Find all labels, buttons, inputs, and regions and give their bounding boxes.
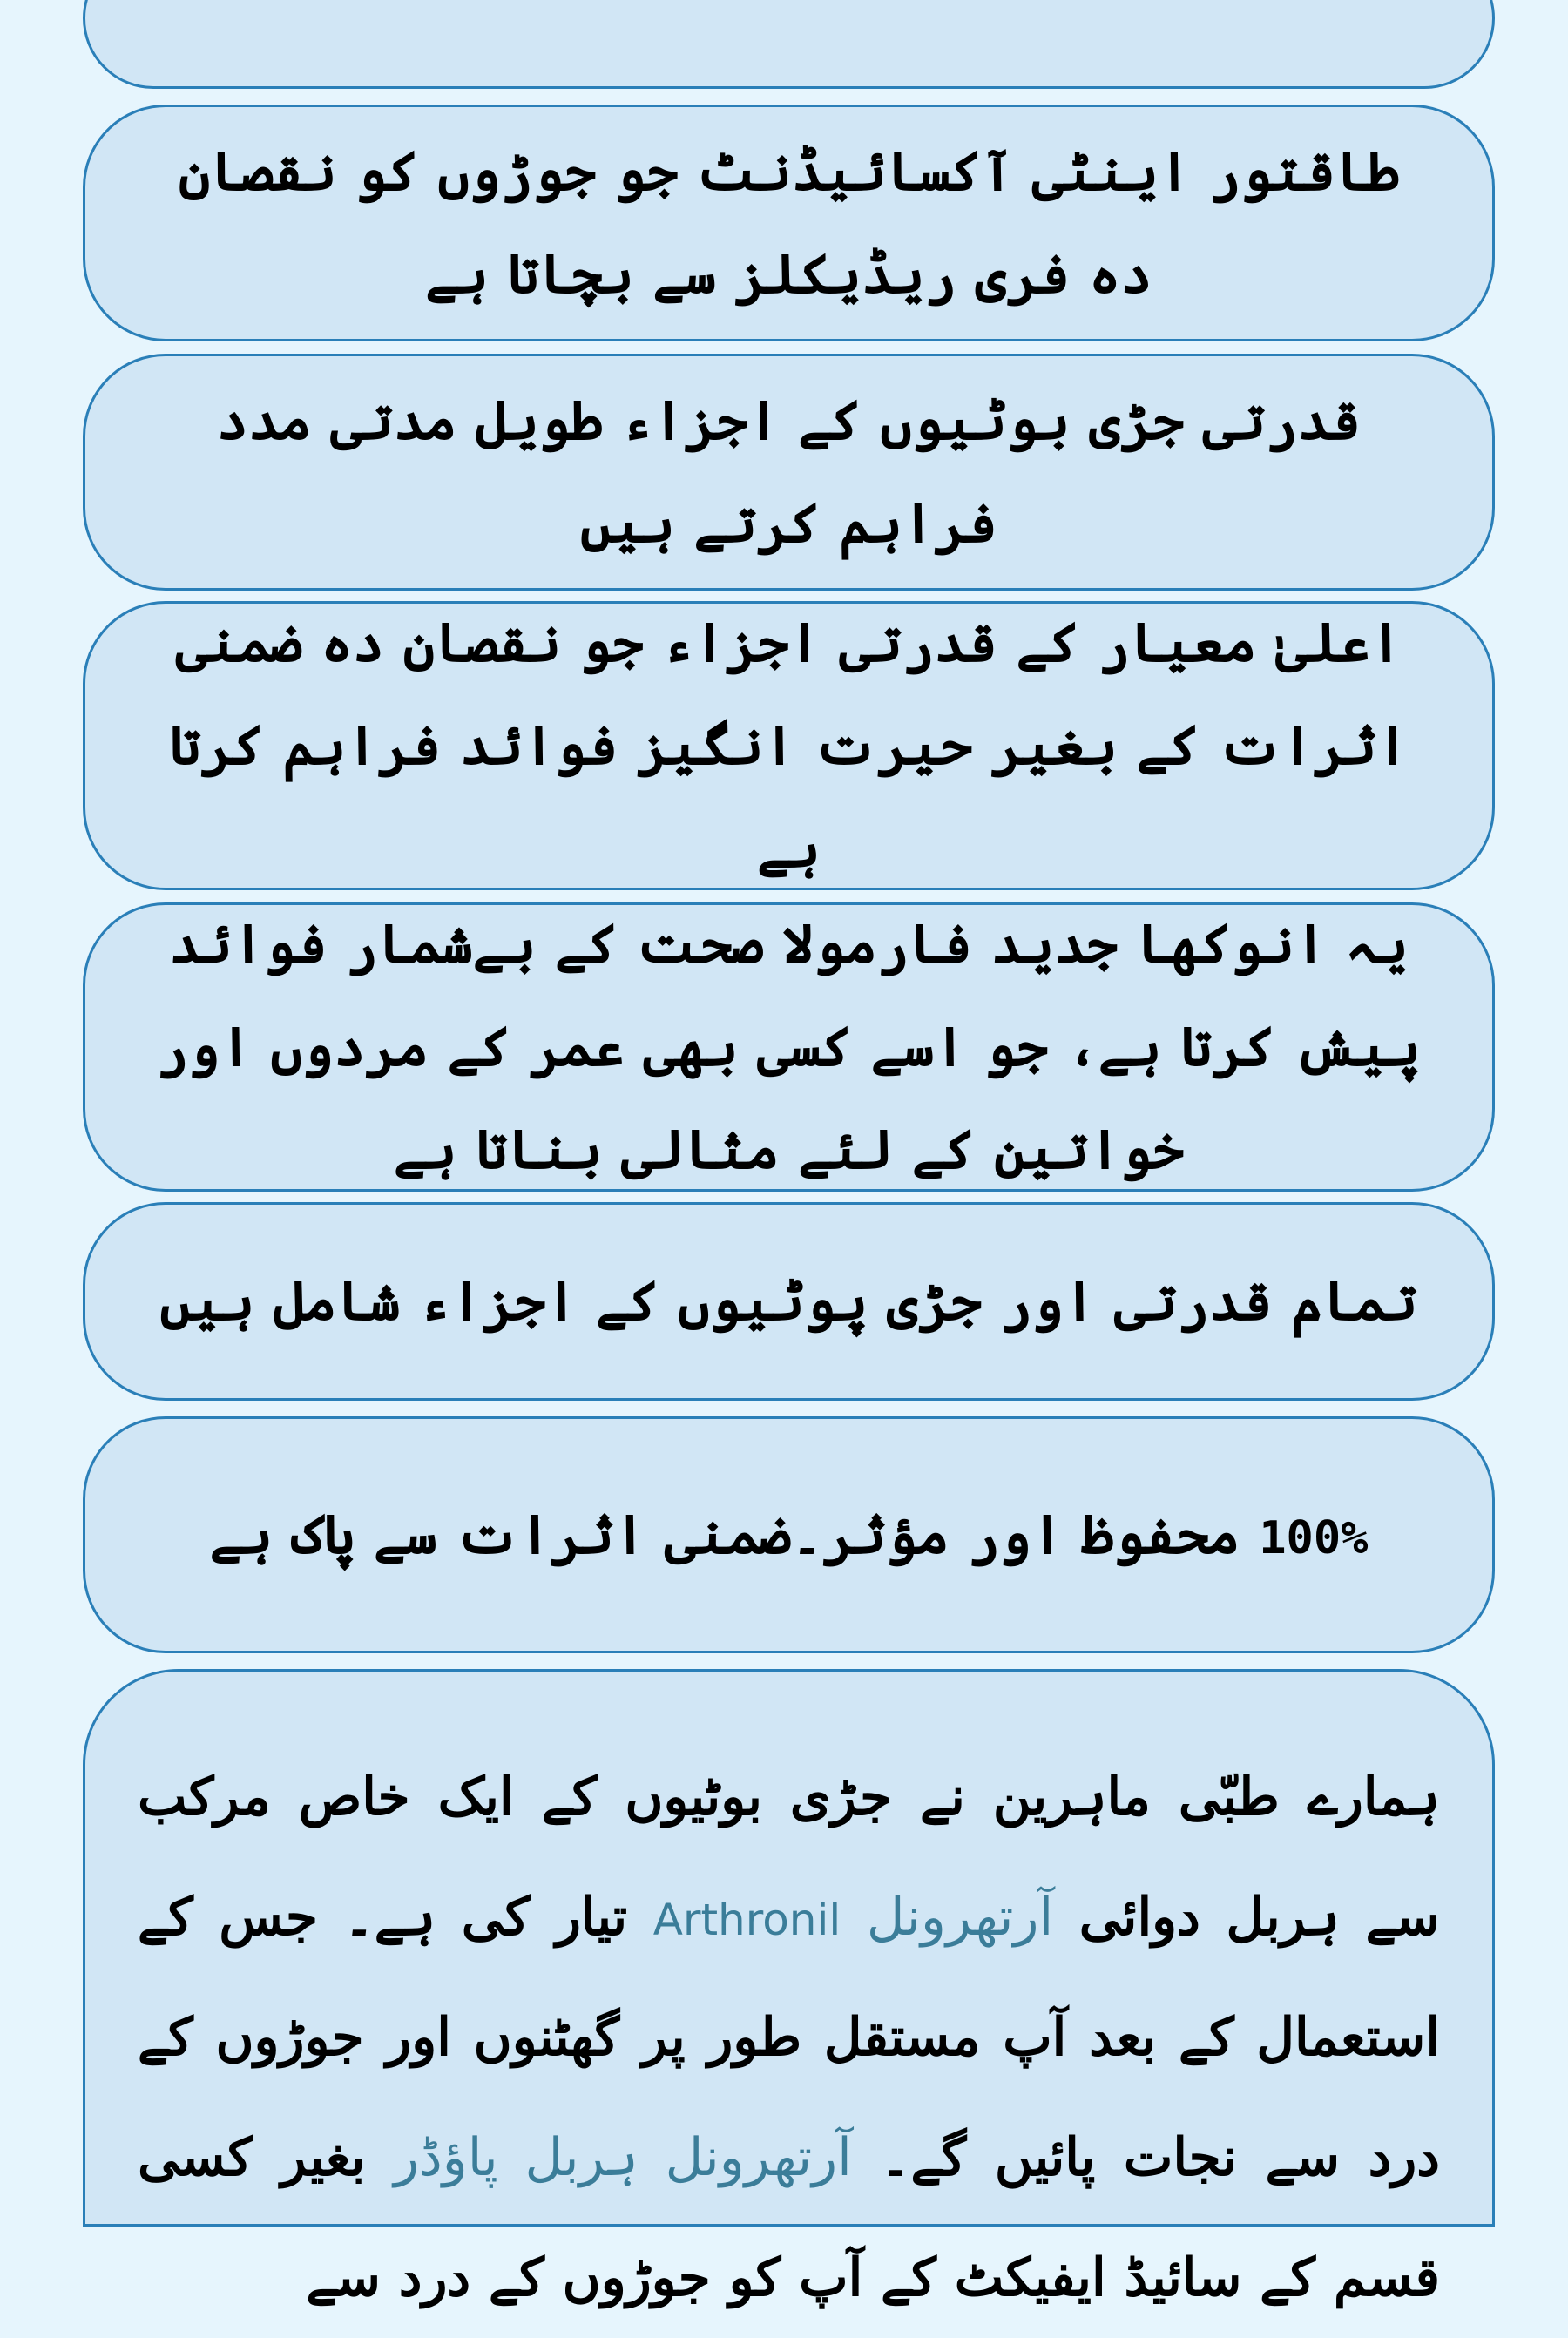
benefit-card-safety [83, 1416, 1495, 1653]
benefit-card-herbal-ingredients [83, 354, 1495, 591]
benefit-text [210, 1483, 1369, 1586]
benefit-card-antioxidant [83, 105, 1495, 341]
product-link-latin[interactable]: Arthronil [652, 1895, 841, 1945]
benefit-text: قدرتی جڑی بوٹیوں کے اجزاء طویل مدتی مدد فراہم کرتے ہیں [216, 389, 1362, 555]
benefit-card-partial [83, 0, 1495, 89]
benefit-card-natural [83, 1202, 1495, 1401]
description-part3: بغیر کسی قسم کے سائیڈ ایفیکٹ کے آپ کو جوڑوں کے درد سے [138, 2127, 1440, 2308]
benefit-text: اعلیٰ معیار کے قدرتی اجزاء جو نقصان دہ ضمنی اثرات کے بغیر حیرت انگیز فوائد فراہم کرتا ہے [169, 611, 1409, 880]
benefit-card-quality [83, 601, 1495, 890]
benefit-card-formula [83, 902, 1495, 1192]
product-description [138, 1737, 1440, 2338]
benefit-text: طاقتور اینٹی آکسائیڈنٹ جو جوڑوں کو نقصان دہ فری ریڈیکلز سے بچاتا ہے [179, 139, 1399, 306]
benefit-text: یہ انوکھا جدید فارمولا صحت کے بےشمار فوائد پیش کرتا ہے، جو اسے کسی بھی عمر کے مردوں اور خواتین کے لئے مثالی بناتا ہے [156, 912, 1421, 1181]
product-link-urdu[interactable]: آرتھرونل [866, 1887, 1054, 1948]
safety-percent: 100% [1259, 1512, 1369, 1565]
benefit-text: تمام قدرتی اور جڑی پوٹیوں کے اجزاء شامل ہیں [159, 1269, 1418, 1334]
product-description-card [83, 1669, 1495, 2308]
description-part1: ہمارے طبّی ماہرین نے جڑی بوٹیوں کے ایک خاص مرکب سے ہربل دوائی [138, 1767, 1441, 1948]
description-part2: تیار کی ہے۔ جس کے استعمال کے بعد آپ مستقل طور پر گھٹنوں اور جوڑوں کے درد سے نجات پائیں گے۔ [138, 1887, 1440, 2188]
safety-text: محفوظ اور مؤثر۔ضمنی اثرات سے پاک ہے [209, 1503, 1240, 1567]
product-powder-link[interactable]: آرتھرونل ہربل پاؤڈر [394, 2127, 852, 2188]
